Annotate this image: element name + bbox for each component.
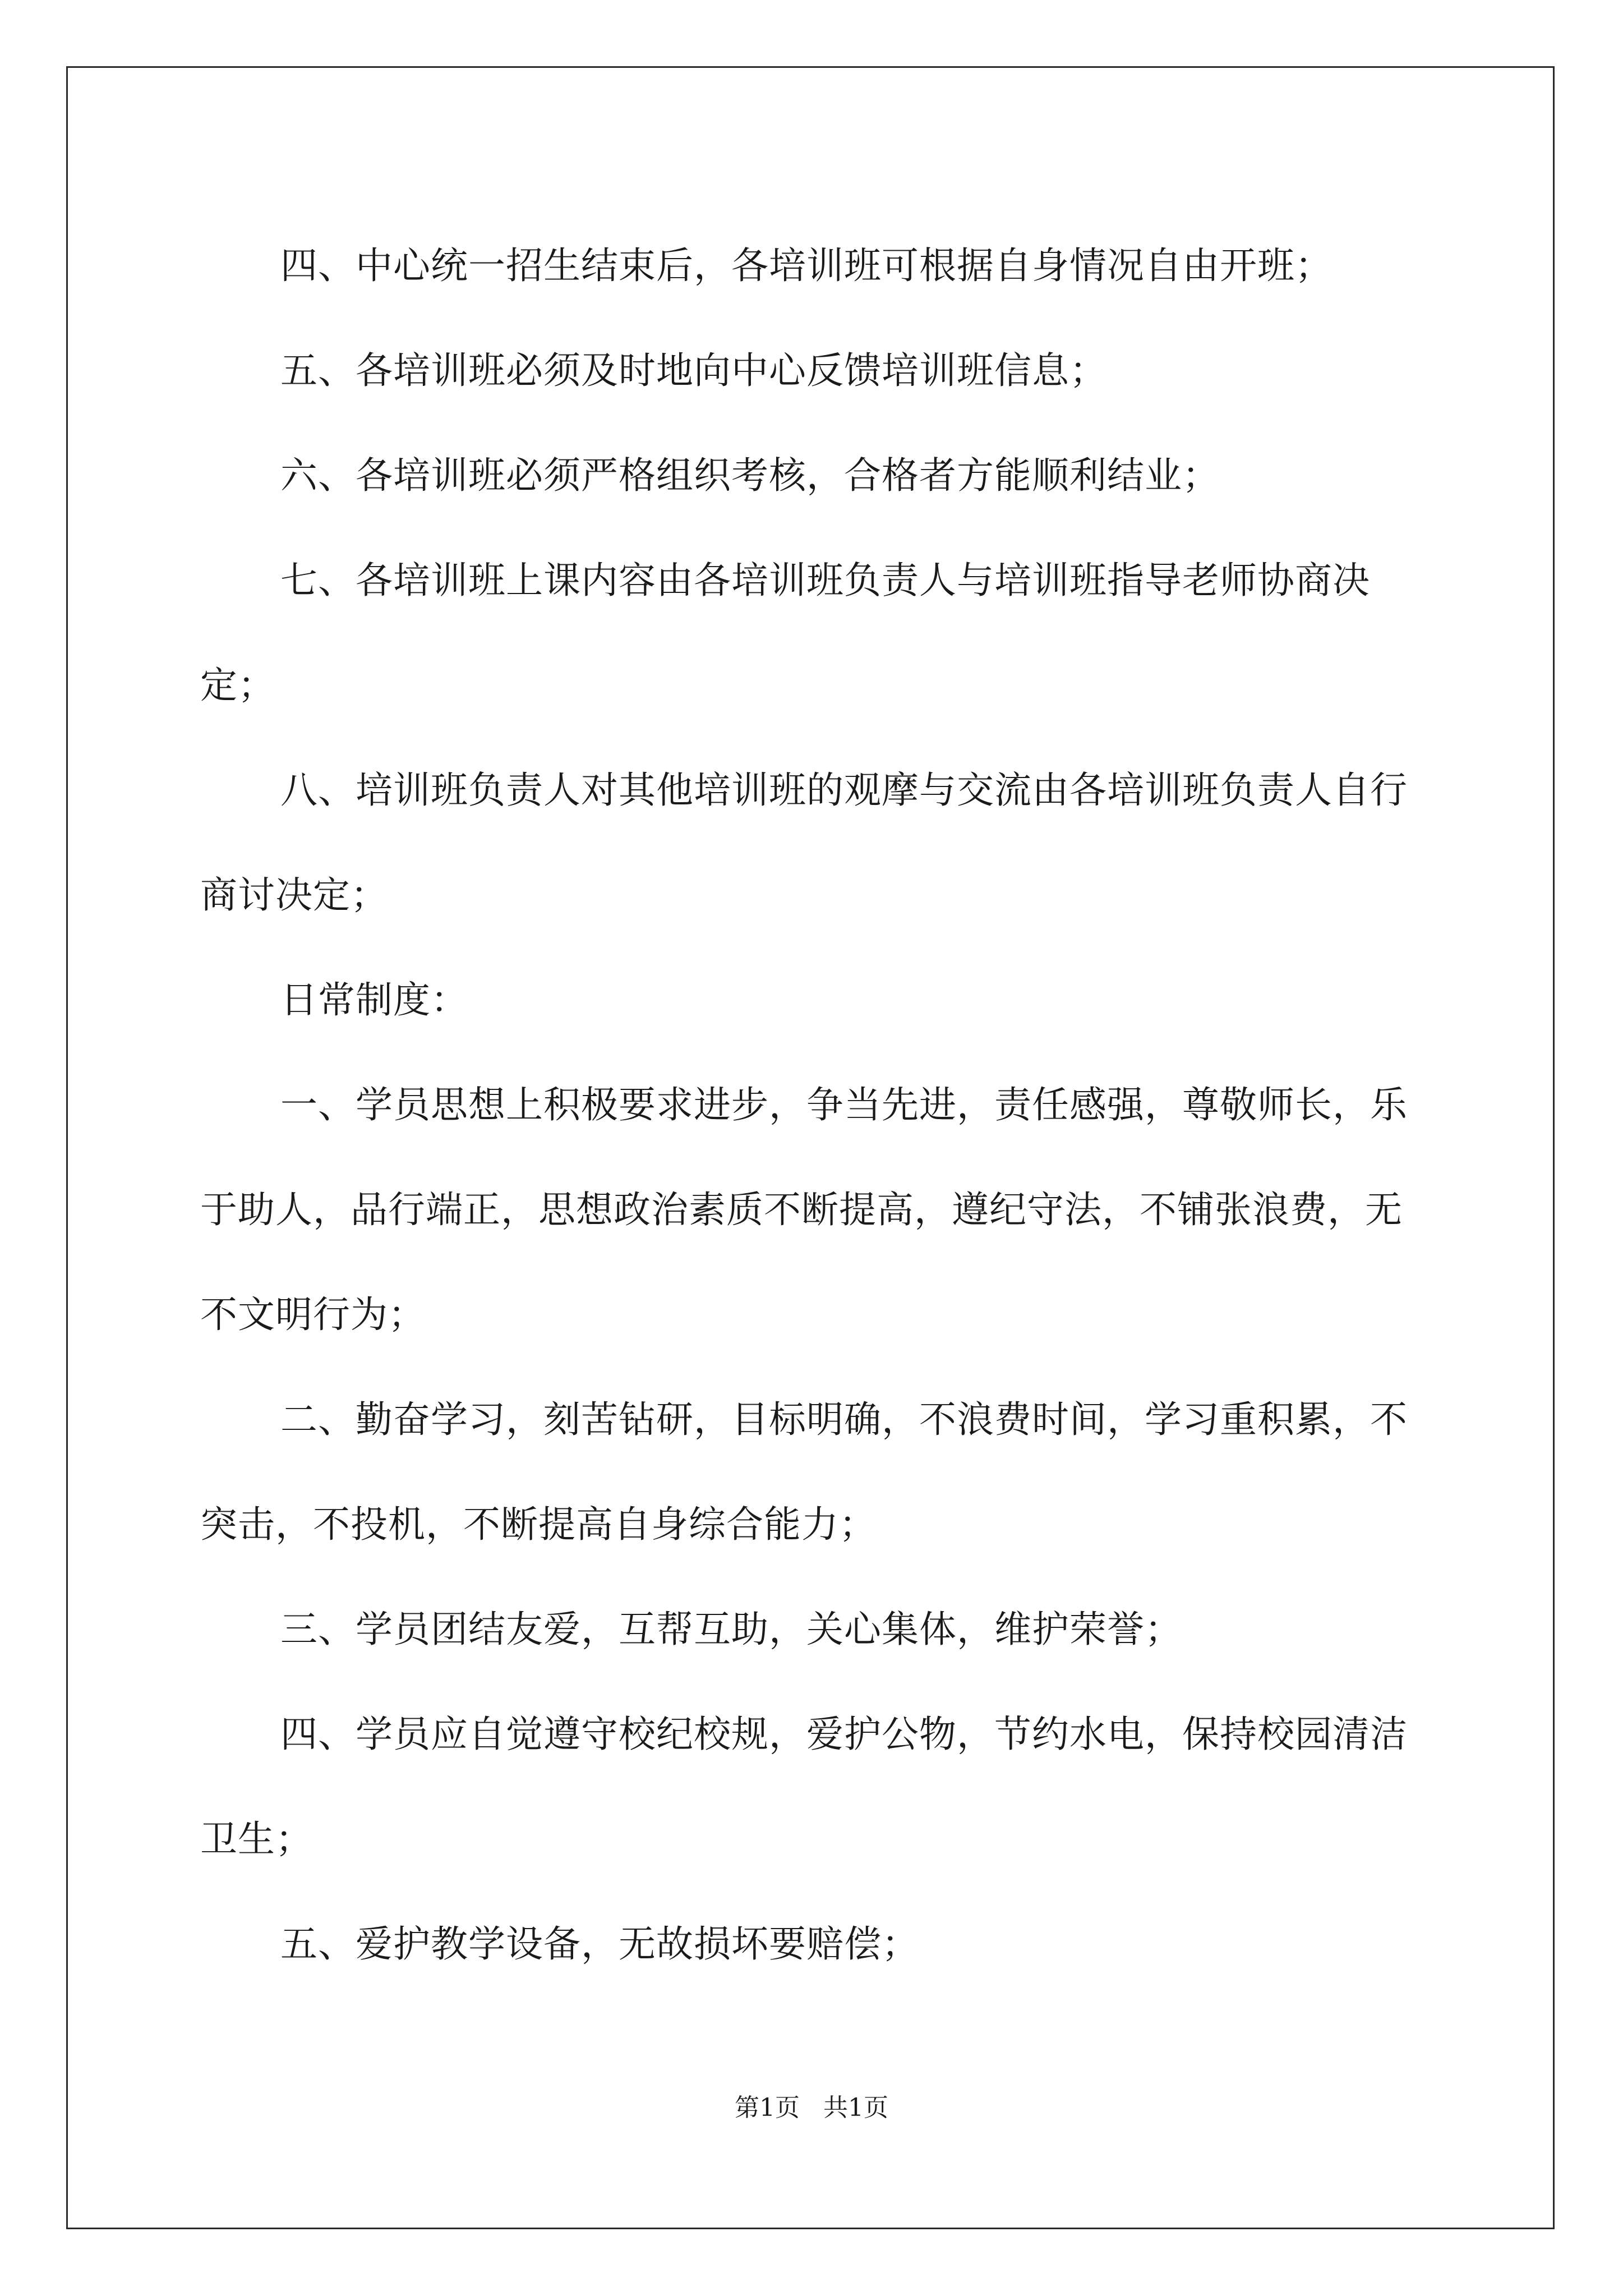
paragraph: 一、学员思想上积极要求进步，争当先进，责任感强，尊敬师长，乐于助人，品行端正，思想政治素质不断提高，遵纪守法，不铺张浪费，无不文明行为； xyxy=(200,1083,1408,1336)
page-number: 第1页 xyxy=(735,2093,800,2122)
section-heading: 日常制度： xyxy=(280,978,468,1022)
paragraph: 六、各培训班必须严格组织考核，合格者方能顺利结业； xyxy=(280,454,1220,497)
page-total: 共1页 xyxy=(823,2093,888,2122)
paragraph: 五、各培训班必须及时地向中心反馈培训班信息； xyxy=(280,349,1107,392)
paragraph: 八、培训班负责人对其他培训班的观摩与交流由各培训班负责人自行商讨决定； xyxy=(200,769,1408,917)
document-body xyxy=(200,213,1428,1996)
paragraph: 二、勤奋学习，刻苦钻研，目标明确，不浪费时间，学习重积累，不突击，不投机，不断提高自身综合能力； xyxy=(200,1398,1408,1546)
paragraph: 三、学员团结友爱，互帮互助，关心集体，维护荣誉； xyxy=(280,1608,1182,1651)
paragraph: 四、中心统一招生结束后，各培训班可根据自身情况自由开班； xyxy=(280,244,1332,287)
paragraph: 四、学员应自觉遵守校纪校规，爱护公物，节约水电，保持校园清洁卫生； xyxy=(200,1713,1408,1861)
paragraph: 五、爱护教学设备，无故损坏要赔偿； xyxy=(280,1922,919,1966)
paragraph: 七、各培训班上课内容由各培训班负责人与培训班指导老师协商决定； xyxy=(200,559,1370,707)
page-footer xyxy=(0,2091,1623,2125)
